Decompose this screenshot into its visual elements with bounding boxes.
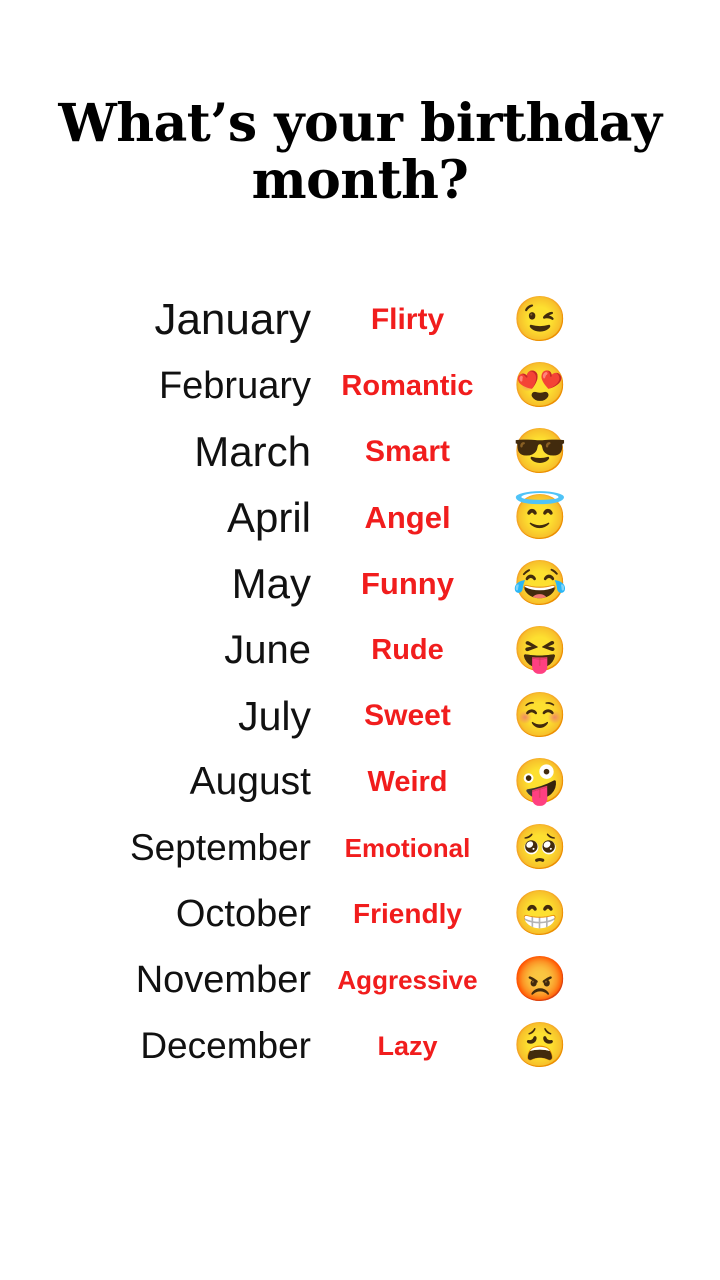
trait-label: Rude — [371, 633, 444, 666]
list-item — [80, 683, 640, 749]
month-label: January — [154, 295, 311, 345]
month-label: October — [175, 892, 311, 935]
beaming-face-emoji: 😁 — [512, 889, 568, 939]
list-item — [80, 881, 640, 947]
list-item — [80, 353, 640, 419]
month-label: August — [189, 760, 311, 804]
winking-face-emoji: 😉 — [512, 295, 568, 345]
month-label: March — [194, 428, 311, 476]
squinting-face-with-tongue-emoji: 😝 — [512, 625, 568, 675]
list-item — [80, 485, 640, 551]
list-item — [80, 287, 640, 353]
weary-face-emoji: 😩 — [512, 1021, 568, 1071]
trait-label: Aggressive — [337, 964, 478, 995]
trait-label: Friendly — [353, 898, 462, 930]
trait-label: Sweet — [364, 699, 451, 733]
month-label: November — [135, 958, 311, 1001]
trait-label: Emotional — [344, 832, 471, 863]
list-item — [80, 947, 640, 1013]
trait-label: Flirty — [370, 303, 445, 337]
list-item — [80, 551, 640, 617]
pouting-face-emoji: 😡 — [512, 955, 568, 1005]
page-title: What’s your birthday month? — [58, 93, 662, 212]
smiling-face-with-halo-emoji: 😇 — [512, 493, 568, 543]
month-trait-list — [80, 287, 640, 1079]
month-label: April — [226, 494, 311, 542]
zany-face-emoji: 🤪 — [512, 757, 568, 807]
trait-label: Romantic — [341, 369, 474, 402]
smiling-face-with-heart-eyes-emoji: 😍 — [512, 361, 568, 411]
trait-label: Weird — [367, 765, 448, 798]
smiling-face-with-sunglasses-emoji: 😎 — [512, 427, 568, 477]
trait-label: Lazy — [377, 1030, 438, 1061]
month-label: February — [158, 364, 311, 407]
list-item — [80, 749, 640, 815]
list-item — [80, 617, 640, 683]
list-item — [80, 1013, 640, 1079]
month-label: May — [231, 560, 311, 608]
list-item — [80, 815, 640, 881]
pleading-face-emoji: 🥺 — [512, 823, 568, 873]
trait-label: Funny — [361, 566, 454, 602]
list-item — [80, 419, 640, 485]
month-label: September — [130, 827, 311, 869]
trait-label: Angel — [364, 500, 451, 536]
month-label: July — [238, 692, 311, 739]
face-with-tears-of-joy-emoji: 😂 — [512, 559, 568, 609]
smiling-face-emoji: ☺️ — [512, 691, 568, 741]
trait-label: Smart — [364, 435, 451, 469]
month-label: June — [224, 627, 311, 672]
month-label: December — [140, 1025, 311, 1067]
